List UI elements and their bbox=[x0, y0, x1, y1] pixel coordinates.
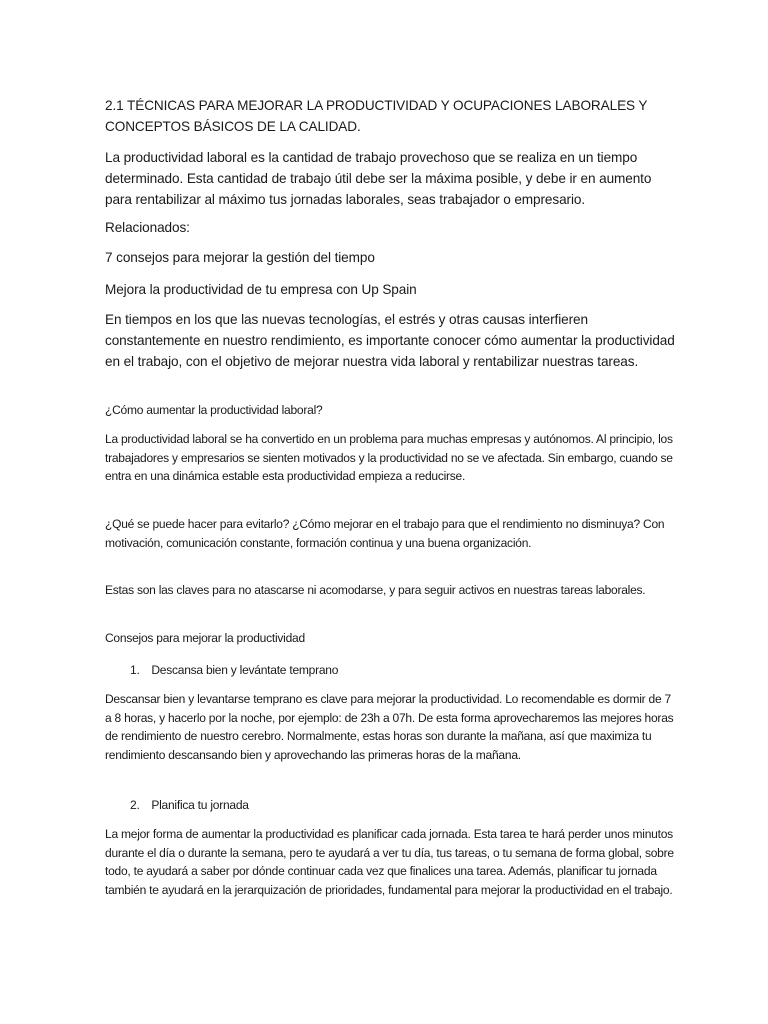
tips-heading: Consejos para mejorar la productividad bbox=[105, 631, 305, 645]
document-heading bbox=[105, 95, 675, 137]
related-link-time-management: 7 consejos para mejorar la gestión del tiempo bbox=[105, 250, 375, 265]
technology-paragraph: En tiempos en los que las nuevas tecnologías, el estrés y otras causas interfieren constantemente en nuestro rendimiento, es importante conocer cómo aumentar la productividad en el trabajo, con el objetivo de mejorar nuestra vida laboral y rentabilizar nuestras tareas. bbox=[105, 312, 675, 369]
intro-paragraph: La productividad laboral es la cantidad de trabajo provechoso que se realiza en un tiempo determinado. Esta cantidad de trabajo útil debe ser la máxima posible, y debe ir en aumento para rentabilizar al máximo tus jornadas laborales, seas trabajador o empresario. bbox=[105, 150, 652, 207]
tip-2-title-text: Planifica tu jornada bbox=[151, 798, 249, 812]
tip-2-body: La mejor forma de aumentar la productividad es planificar cada jornada. Esta tarea te hará perder unos minutos durante el día o durante la semana, pero te ayudará a ver tu día, tus tareas, o tu semana de forma global, sobre todo, te ayudará a saber por dónde continuar cada vez que finalices una tarea. Además, planificar tu jornada también te ayudará en la jerarquización de prioridades, fundamental para mejorar la productividad en el trabajo. bbox=[105, 827, 674, 898]
tip-1-number: 1. bbox=[130, 663, 140, 677]
related-label: Relacionados: bbox=[105, 220, 190, 235]
tip-2-number: 2. bbox=[130, 798, 140, 812]
related-link-up-spain: Mejora la productividad de tu empresa con Up Spain bbox=[105, 282, 417, 297]
tip-1-body: Descansar bien y levantarse temprano es clave para mejorar la productividad. Lo recomendable es dormir de 7 a 8 horas, y hacerlo por la noche, por ejemplo: de 23h a 07h. De esta forma aprovecharemos las mejores horas de rendimiento de nuestro cerebro. Normalmente, estas horas son durante la mañana, así que maximiza tu rendimiento descansando bien y aprovechando las primeras horas de la mañana. bbox=[105, 692, 674, 763]
heading-line-1: 2.1 TÉCNICAS PARA MEJORAR LA PRODUCTIVIDAD Y OCUPACIONES LABORALES Y bbox=[105, 98, 648, 113]
tip-1-title bbox=[130, 661, 338, 679]
question-paragraph: ¿Qué se puede hacer para evitarlo? ¿Cómo mejorar en el trabajo para que el rendimiento no disminuya? Con motivación, comunicación constante, formación continua y una buena organización. bbox=[105, 517, 665, 550]
question-heading: ¿Cómo aumentar la productividad laboral? bbox=[105, 403, 323, 417]
tip-2-title bbox=[130, 796, 249, 814]
tip-1-title-text: Descansa bien y levántate temprano bbox=[151, 663, 339, 677]
keys-paragraph: Estas son las claves para no atascarse ni acomodarse, y para seguir activos en nuestras tareas laborales. bbox=[105, 583, 646, 597]
heading-line-2: CONCEPTOS BÁSICOS DE LA CALIDAD. bbox=[105, 119, 361, 134]
problem-paragraph: La productividad laboral se ha convertido en un problema para muchas empresas y autónomos. Al principio, los trabajadores y empresarios se sienten motivados y la productividad no se ve afectada. Sin embargo, cuando se entra en una dinámica estable esta productividad empieza a reducirse. bbox=[105, 432, 673, 484]
